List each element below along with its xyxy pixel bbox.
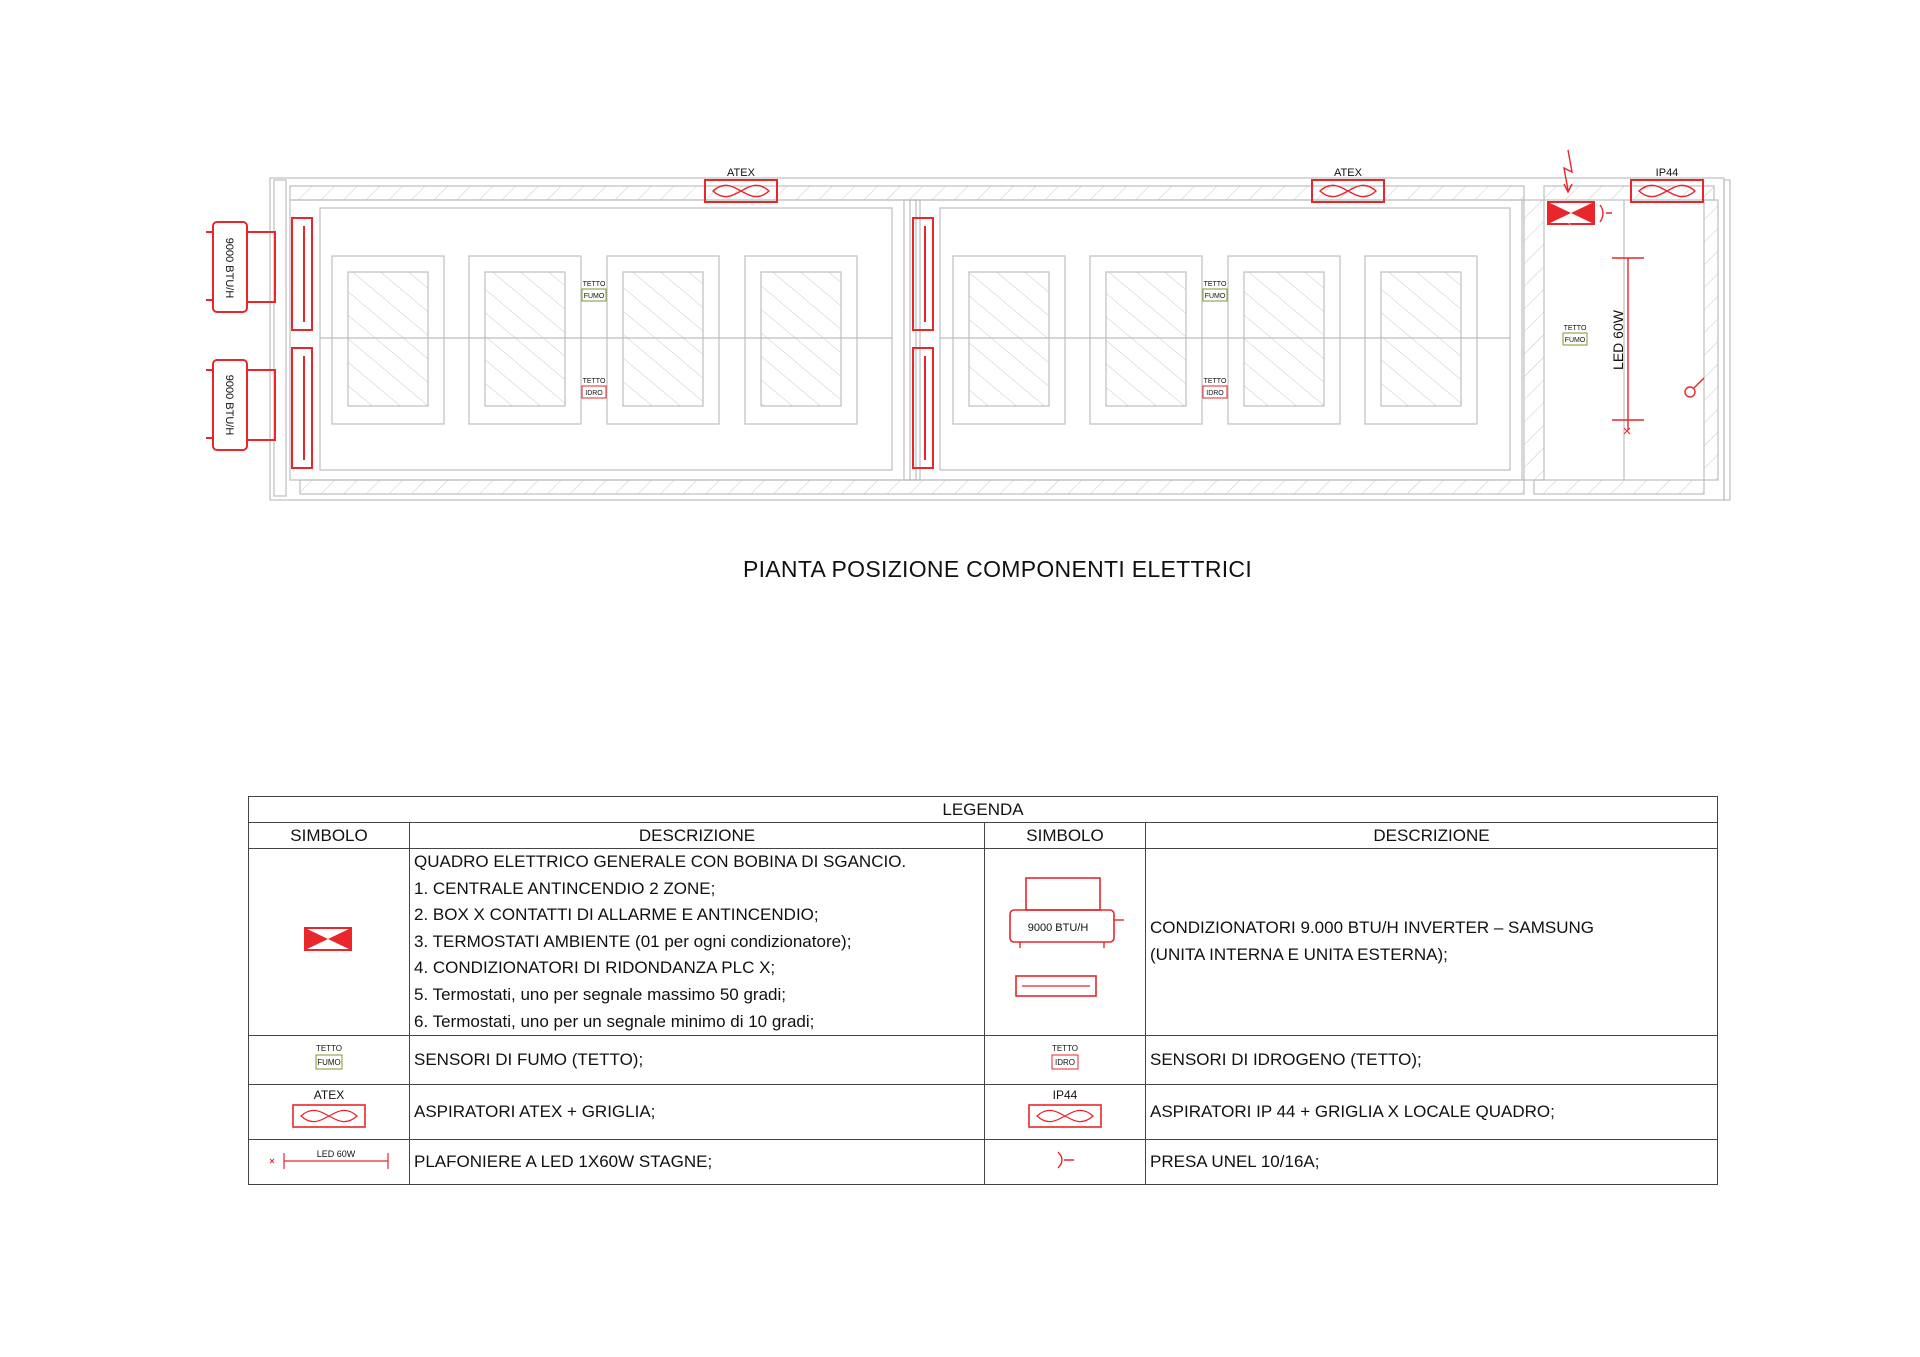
ac-outdoor-unit-2 [206,360,275,450]
ip44-fan-icon [1025,1087,1105,1133]
svg-text:ATEX: ATEX [313,1087,345,1102]
ac-legend-label: 9000 BTU/H [1027,921,1089,934]
legend-symbol-led [249,1140,410,1185]
svg-text:IP44: IP44 [1052,1087,1078,1102]
svg-text:TETTO: TETTO [582,378,606,385]
legend-desc-smoke: SENSORI DI FUMO (TETTO); [410,1036,985,1085]
legend-symbol-atex [249,1085,410,1140]
ac-outdoor-label-1: 9000 BTU/H [223,237,235,299]
svg-text:TETTO: TETTO [1203,281,1227,288]
svg-text:IDRO: IDRO [585,390,603,397]
legend-row [249,1140,1718,1185]
legend-symbol-panel [249,849,410,1036]
legend-desc-ip44: ASPIRATORI IP 44 + GRIGLIA X LOCALE QUADRO; [1146,1085,1718,1140]
svg-text:FUMO: FUMO [1204,293,1226,300]
panel-label: QE [1565,218,1577,225]
svg-text:FUMO: FUMO [1564,337,1586,344]
header-symbol-left: SIMBOLO [249,823,410,849]
ac-outdoor-label-2: 9000 BTU/H [223,374,235,436]
legend-title: LEGENDA [249,797,1718,823]
smoke-sensor-2 [1203,281,1227,301]
svg-text:TETTO: TETTO [582,281,606,288]
legend-row [249,849,1718,1036]
led-fixture-icon [264,1145,394,1175]
legend-table [248,796,1718,1185]
legend-symbol-hydrogen [985,1036,1146,1085]
legend-row [249,1085,1718,1140]
page-title: PIANTA POSIZIONE COMPONENTI ELETTRICI [742,556,1253,582]
header-description-right: DESCRIZIONE [1146,823,1718,849]
svg-text:TETTO: TETTO [1563,325,1587,332]
atex-label-2: ATEX [1334,167,1362,179]
hydrogen-sensor-2 [1203,378,1227,398]
legend-desc-hydrogen: SENSORI DI IDROGENO (TETTO); [1146,1036,1718,1085]
ac-unit-icon [1000,870,1130,1010]
smoke-sensor-icon [304,1041,354,1075]
header-symbol-right: SIMBOLO [985,823,1146,849]
legend-desc-ac: CONDIZIONATORI 9.000 BTU/H INVERTER – SAMSUNG (UNITA INTERNA E UNITA ESTERNA); [1146,849,1718,1036]
ip44-label: IP44 [1655,167,1679,179]
legend-symbol-socket [985,1140,1146,1185]
svg-text:TETTO: TETTO [315,1043,343,1053]
svg-text:TETTO: TETTO [1051,1043,1079,1053]
svg-text:IDRO: IDRO [1055,1057,1075,1067]
legend-symbol-ip44 [985,1085,1146,1140]
svg-text:TETTO: TETTO [1203,378,1227,385]
svg-text:LED 60W: LED 60W [316,1148,356,1159]
floor-plan-drawing [0,0,1920,560]
socket-symbol [1685,378,1704,397]
hydrogen-sensor-icon [1040,1041,1090,1075]
legend-symbol-smoke [249,1036,410,1085]
legend-symbol-ac [985,849,1146,1036]
hydrogen-sensor-1 [582,378,606,398]
legend-desc-led: PLAFONIERE A LED 1X60W STAGNE; [410,1140,985,1185]
legend-desc-panel: QUADRO ELETTRICO GENERALE CON BOBINA DI SGANCIO. 1. CENTRALE ANTINCENDIO 2 ZONE; 2. BOX X CONTATTI DI ALLARME E ANTINCENDIO; 3. TERMOSTATI AMBIENTE (01 per ogni condizionatore); 4. CONDIZIONATORI DI RIDONDANZA PLC X; 5. Termostati, uno per segnale massimo 50 gradi; 6. Termostati, uno per un segnale minimo di 10 gradi; [410,849,985,1036]
atex-label-1: ATEX [727,167,755,179]
svg-text:FUMO: FUMO [583,293,605,300]
legend-row [249,1036,1718,1085]
legend-desc-atex: ASPIRATORI ATEX + GRIGLIA; [410,1085,985,1140]
svg-text:IDRO: IDRO [1206,390,1224,397]
smoke-sensor-1 [582,281,606,301]
ac-outdoor-unit-1 [206,222,275,312]
socket-icon [1050,1148,1080,1172]
panel-icon [299,925,359,955]
svg-text:FUMO: FUMO [317,1057,341,1067]
led-light-fixture [1610,258,1644,434]
atex-fan-icon [289,1087,369,1133]
legend-desc-socket: PRESA UNEL 10/16A; [1146,1140,1718,1185]
smoke-sensor-3 [1563,325,1587,345]
led-label: LED 60W [1610,310,1626,370]
header-description-left: DESCRIZIONE [410,823,985,849]
